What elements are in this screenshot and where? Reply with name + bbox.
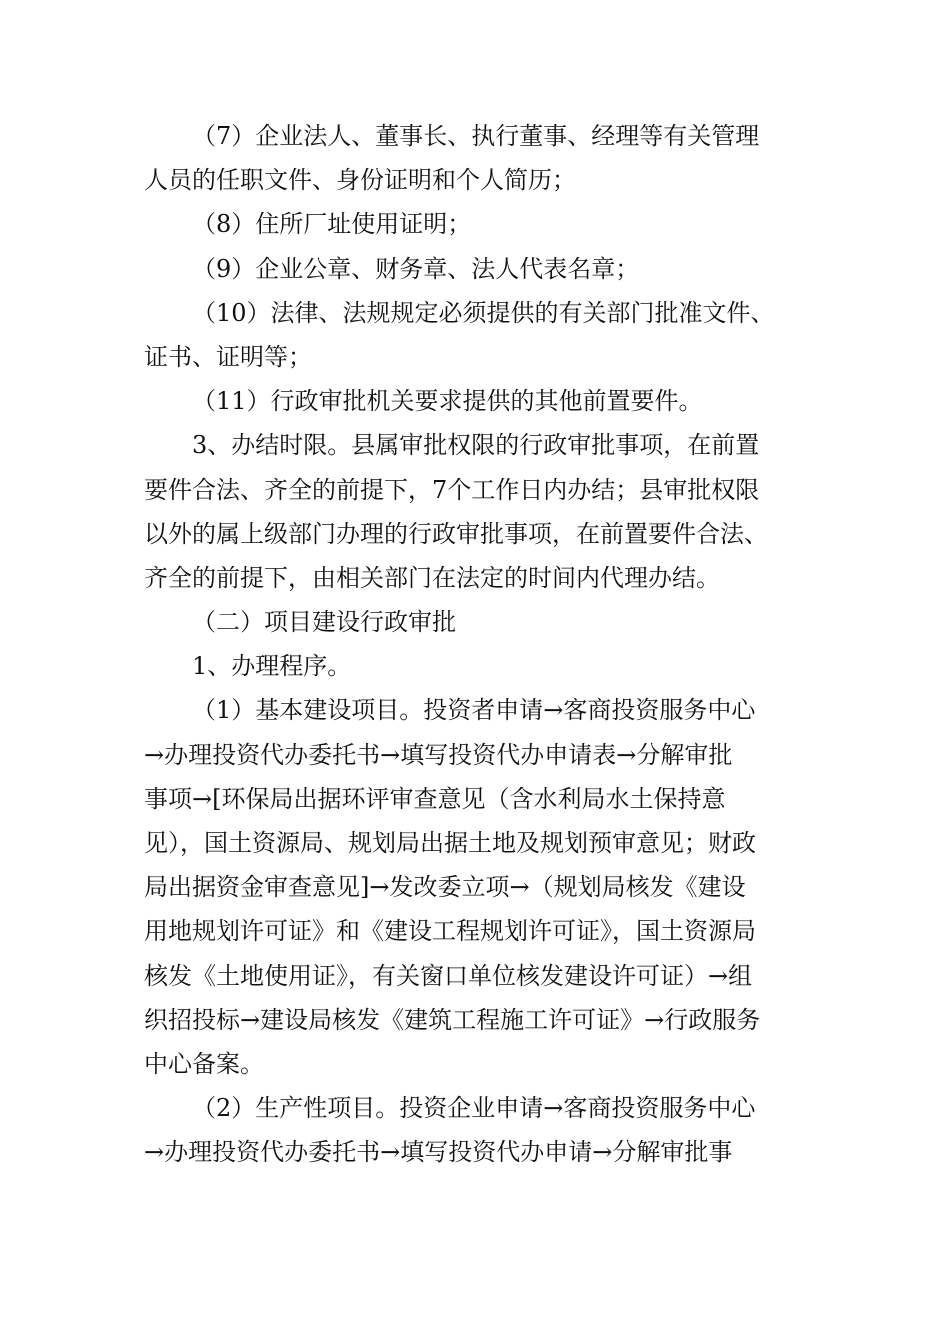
paragraph-line: 3、办结时限。县属审批权限的行政审批事项，在前置 [192, 431, 760, 460]
paragraph-line: 中心备案。 [144, 1049, 264, 1078]
paragraph-line: （8）住所厂址使用证明； [192, 210, 472, 239]
paragraph-line: 1、办理程序。 [192, 652, 352, 681]
document-body [144, 114, 814, 1175]
section-heading: （二）项目建设行政审批 [192, 608, 456, 637]
paragraph-line: 见），国土资源局、规划局出据土地及规划预审意见；财政 [144, 829, 756, 857]
paragraph-line: （9）企业公章、财务章、法人代表名章； [192, 254, 640, 283]
paragraph-line: （10）法律、法规规定必须提供的有关部门批准文件、 [192, 298, 775, 327]
paragraph-line: （1）基本建设项目。投资者申请→客商投资服务中心 [192, 696, 756, 725]
paragraph-line: （11）行政审批机关要求提供的其他前置要件。 [192, 387, 703, 416]
paragraph-line: →办理投资代办委托书→填写投资代办申请→分解审批事 [144, 1138, 733, 1167]
paragraph-line: （7）企业法人、董事长、执行董事、经理等有关管理 [192, 122, 760, 150]
paragraph-line: 以外的属上级部门办理的行政审批事项，在前置要件合法、 [144, 519, 768, 548]
paragraph-line: 人员的任职文件、身份证明和个人简历； [144, 166, 576, 195]
paragraph-line: 事项→[环保局出据环评审查意见（含水利局水土保持意 [144, 784, 726, 813]
paragraph-line: →办理投资代办委托书→填写投资代办申请表→分解审批 [144, 740, 733, 769]
paragraph-line: 要件合法、齐全的前提下，7个工作日内办结；县审批权限 [144, 475, 760, 504]
paragraph-line: 用地规划许可证》和《建设工程规划许可证》，国土资源局 [144, 917, 756, 946]
paragraph-line: （2）生产性项目。投资企业申请→客商投资服务中心 [192, 1094, 756, 1123]
paragraph-line: 证书、证明等； [144, 342, 312, 371]
paragraph-line: 核发《土地使用证》，有关窗口单位核发建设许可证）→组 [144, 961, 753, 990]
paragraph-line: 齐全的前提下，由相关部门在法定的时间内代理办结。 [144, 563, 720, 592]
paragraph-line: 局出据资金审查意见]→发改委立项→（规划局核发《建设 [144, 873, 746, 902]
paragraph-line: 织招投标→建设局核发《建筑工程施工许可证》→行政服务 [144, 1005, 761, 1034]
